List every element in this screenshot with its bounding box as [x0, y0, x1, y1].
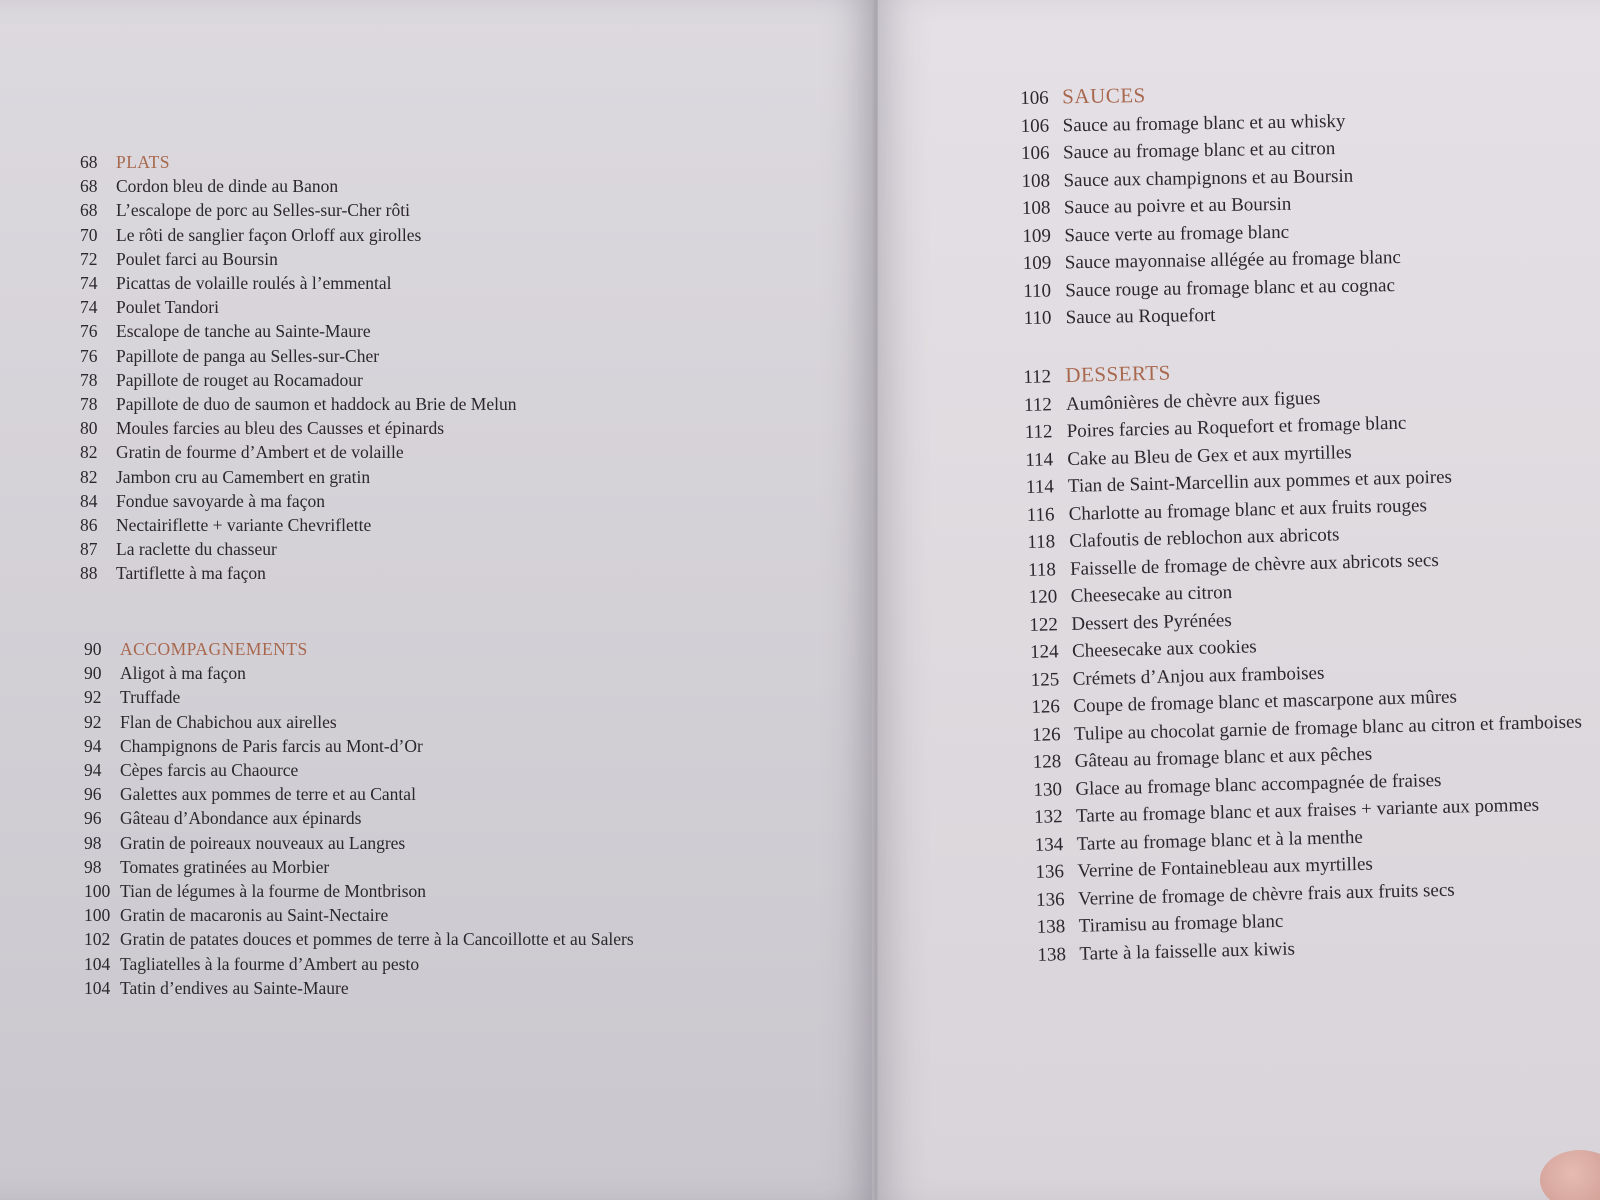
toc-entry: [84, 782, 876, 806]
page-number: 109: [1022, 225, 1052, 247]
recipe-title: Sauce au Roquefort: [1065, 304, 1216, 329]
toc-entry: [80, 368, 876, 392]
toc-entry: [84, 903, 876, 927]
page-number: 134: [1034, 833, 1064, 856]
toc-entry: [84, 855, 876, 879]
recipe-title: Sauce au fromage blanc et au citron: [1062, 138, 1336, 164]
page-number: 114: [1025, 476, 1055, 498]
toc-entry: [84, 685, 876, 709]
recipe-title: Cheesecake au citron: [1070, 581, 1233, 607]
section-title: ACCOMPAGNEMENTS: [120, 639, 308, 659]
recipe-title: Gratin de macaronis au Saint-Nectaire: [120, 905, 389, 926]
page-number: 100: [84, 905, 111, 926]
section-plats: [80, 150, 876, 586]
page-number: 106: [1020, 115, 1050, 137]
recipe-title: Cordon bleu de dinde au Banon: [116, 176, 339, 197]
recipe-title: Poires farcies au Roquefort et fromage blanc: [1066, 412, 1407, 442]
recipe-title: Cake au Bleu de Gex et aux myrtilles: [1067, 441, 1352, 470]
page-number: 132: [1033, 806, 1063, 828]
recipe-title: Tulipe au chocolat garnie de fromage blanc au citron et framboises: [1073, 710, 1583, 745]
recipe-title: Tomates gratinées au Morbier: [120, 856, 330, 877]
page-number: 109: [1022, 252, 1052, 274]
recipe-title: Escalope de tanche au Sainte-Maure: [116, 321, 371, 342]
page-number: 70: [80, 224, 98, 245]
recipe-title: Tatin d’endives au Sainte-Maure: [120, 977, 349, 998]
page-number: 68: [80, 176, 98, 197]
toc-entry: [80, 319, 876, 343]
page-number: 96: [84, 784, 102, 805]
toc-entry: [80, 198, 876, 222]
page-number: 78: [80, 394, 98, 415]
recipe-title: Cheesecake aux cookies: [1071, 636, 1257, 662]
recipe-title: Tartiflette à ma façon: [116, 563, 266, 584]
page-number: 108: [1021, 197, 1051, 219]
recipe-title: Papillote de rouget au Rocamadour: [116, 369, 363, 390]
page-number: 74: [80, 273, 98, 294]
page-number: 112: [1024, 421, 1053, 443]
page-number: 82: [80, 466, 98, 487]
recipe-title: Fondue savoyarde à ma façon: [116, 490, 325, 511]
page-number: 118: [1027, 531, 1056, 553]
toc-entry: [84, 661, 876, 685]
recipe-title: Papillote de panga au Selles-sur-Cher: [116, 345, 380, 366]
page-number: 138: [1036, 916, 1066, 938]
toc-entry: [84, 831, 876, 855]
recipe-title: Tian de Saint-Marcellin aux pommes et aux poires: [1067, 466, 1453, 497]
section-accompagnements: [84, 637, 876, 1000]
page-number: 125: [1030, 668, 1060, 691]
toc-entry: [80, 223, 876, 247]
page-number: 106: [1020, 142, 1050, 164]
recipe-title: Tagliatelles à la fourme d’Ambert au pesto: [120, 953, 420, 974]
recipe-title: Flan de Chabichou aux airelles: [120, 711, 337, 732]
section-title: PLATS: [116, 152, 171, 172]
toc-entry: [80, 537, 876, 561]
recipe-title: Sauce au poivre et au Boursin: [1063, 193, 1292, 219]
recipe-title: Tarte au fromage blanc et aux fraises + variante aux pommes: [1075, 794, 1540, 827]
page-number: 138: [1037, 943, 1067, 966]
section-desserts: [1023, 349, 1600, 969]
section-heading: [84, 637, 876, 661]
recipe-title: Gratin de patates douces et pommes de terre à la Cancoillotte et au Salers: [120, 929, 634, 950]
section-heading: [80, 150, 876, 174]
page-number: 82: [80, 442, 98, 463]
recipe-title: Sauce au fromage blanc et au whisky: [1062, 110, 1346, 136]
toc-entry: [80, 344, 876, 368]
recipe-title: Clafoutis de reblochon aux abricots: [1069, 524, 1340, 552]
recipe-title: Sauce aux champignons et au Boursin: [1063, 165, 1354, 191]
recipe-title: Aligot à ma façon: [120, 663, 246, 684]
page-number: 94: [84, 760, 102, 781]
page-number: 118: [1027, 558, 1057, 581]
page-number: 98: [84, 856, 102, 877]
page-number: 87: [80, 539, 98, 560]
page-number: 84: [80, 490, 98, 511]
toc-entry: [80, 247, 876, 271]
page-number: 136: [1035, 861, 1065, 883]
page-number: 76: [80, 345, 98, 366]
recipe-title: Tiramisu au fromage blanc: [1078, 910, 1284, 937]
recipe-title: Galettes aux pommes de terre et au Cantal: [120, 784, 416, 805]
recipe-title: Jambon cru au Camembert en gratin: [116, 466, 371, 487]
toc-entry: [80, 465, 876, 489]
recipe-title: Poulet Tandori: [116, 297, 219, 318]
right-page: [878, 0, 1600, 1200]
recipe-title: Gâteau d’Abondance aux épinards: [120, 808, 362, 829]
page-number: 96: [84, 808, 102, 829]
page-number: 68: [80, 152, 98, 172]
page-number: 94: [84, 735, 102, 756]
recipe-title: Moules farcies au bleu des Causses et épinards: [116, 418, 445, 439]
toc-entry: [84, 734, 876, 758]
recipe-title: Sauce verte au fromage blanc: [1064, 221, 1290, 246]
page-number: 104: [84, 953, 111, 974]
page-number: 108: [1021, 170, 1051, 192]
recipe-title: Verrine de Fontainebleau aux myrtilles: [1077, 853, 1374, 882]
recipe-title: Poulet farci au Boursin: [116, 248, 278, 269]
recipe-title: Papillote de duo de saumon et haddock au Brie de Melun: [116, 394, 517, 415]
toc-entry: [84, 710, 876, 734]
page-number: 120: [1028, 586, 1058, 608]
section-sauces: [1020, 75, 1600, 333]
toc-entry: [80, 561, 876, 585]
page-number: 90: [84, 663, 102, 684]
page-number: 90: [84, 639, 102, 659]
page-number: 102: [84, 929, 111, 950]
toc-entry: [84, 758, 876, 782]
toc-entry: [80, 440, 876, 464]
page-number: 92: [84, 711, 102, 732]
recipe-title: Faisselle de fromage de chèvre aux abricots secs: [1069, 549, 1439, 580]
page-number: 112: [1023, 366, 1052, 388]
page-number: 112: [1023, 393, 1053, 416]
section-title: DESSERTS: [1065, 360, 1172, 387]
page-number: 116: [1026, 503, 1055, 526]
page-number: 126: [1031, 696, 1061, 718]
toc-entry: [84, 806, 876, 830]
recipe-title: Nectairiflette + variante Chevriflette: [116, 515, 372, 536]
recipe-title: Cèpes farcis au Chaource: [120, 760, 299, 781]
page-number: 104: [84, 977, 111, 998]
recipe-title: Crémets d’Anjou aux framboises: [1072, 662, 1325, 690]
recipe-title: La raclette du chasseur: [116, 539, 277, 560]
page-number: 76: [80, 321, 98, 342]
recipe-title: Sauce mayonnaise allégée au fromage blanc: [1064, 247, 1401, 274]
toc-entry: [80, 392, 876, 416]
page-number: 124: [1029, 641, 1059, 663]
toc-entry: [80, 416, 876, 440]
thumb-in-corner: [1540, 1150, 1600, 1200]
toc-entry: [80, 174, 876, 198]
page-number: 78: [80, 369, 98, 390]
toc-entry: [84, 976, 876, 1000]
page-number: 80: [80, 418, 98, 439]
recipe-title: Aumônières de chèvre aux figues: [1065, 387, 1321, 415]
page-number: 110: [1023, 307, 1052, 329]
page-number: 114: [1025, 448, 1054, 471]
toc-entry: [84, 879, 876, 903]
recipe-title: Truffade: [120, 687, 181, 708]
page-number: 110: [1023, 280, 1052, 302]
recipe-title: Tarte à la faisselle aux kiwis: [1079, 938, 1296, 965]
recipe-title: Le rôti de sanglier façon Orloff aux girolles: [116, 224, 422, 245]
toc-entry: [80, 271, 876, 295]
toc-entry: [80, 489, 876, 513]
page-number: 88: [80, 563, 98, 584]
section-title: SAUCES: [1062, 83, 1146, 109]
recipe-title: Gratin de fourme d’Ambert et de volaille: [116, 442, 404, 463]
recipe-title: Gâteau au fromage blanc et aux pêches: [1074, 743, 1373, 772]
page-number: 130: [1033, 778, 1063, 801]
page-number: 136: [1035, 888, 1065, 911]
page-number: 72: [80, 248, 98, 269]
page-number: 100: [84, 881, 111, 902]
page-number: 128: [1032, 751, 1062, 773]
recipe-title: Tarte au fromage blanc et à la menthe: [1076, 826, 1364, 855]
recipe-title: Gratin de poireaux nouveaux au Langres: [120, 832, 406, 853]
recipe-title: Picattas de volaille roulés à l’emmental: [116, 273, 392, 294]
page-number: 92: [84, 687, 102, 708]
recipe-title: Sauce rouge au fromage blanc et au cognac: [1065, 274, 1396, 301]
page-number: 122: [1029, 613, 1059, 636]
page-number: 86: [80, 515, 98, 536]
recipe-title: Charlotte au fromage blanc et aux fruits rouges: [1068, 494, 1428, 525]
recipe-title: Champignons de Paris farcis au Mont-d’Or: [120, 735, 423, 756]
recipe-title: Tian de légumes à la fourme de Montbrison: [120, 881, 427, 902]
recipe-title: L’escalope de porc au Selles-sur-Cher rôti: [116, 200, 410, 221]
toc-entry: [80, 295, 876, 319]
recipe-title: Glace au fromage blanc accompagnée de fraises: [1075, 769, 1442, 800]
page-number: 98: [84, 832, 102, 853]
page-number: 126: [1031, 723, 1061, 746]
toc-entry: [80, 513, 876, 537]
page-number: 106: [1020, 87, 1049, 109]
page-number: 68: [80, 200, 98, 221]
toc-entry: [84, 952, 876, 976]
toc-entry: [84, 927, 876, 951]
recipe-title: Dessert des Pyrénées: [1071, 609, 1233, 635]
recipe-title: Coupe de fromage blanc et mascarpone aux mûres: [1073, 686, 1458, 717]
recipe-title: Verrine de fromage de chèvre frais aux fruits secs: [1077, 879, 1455, 910]
page-number: 74: [80, 297, 98, 318]
